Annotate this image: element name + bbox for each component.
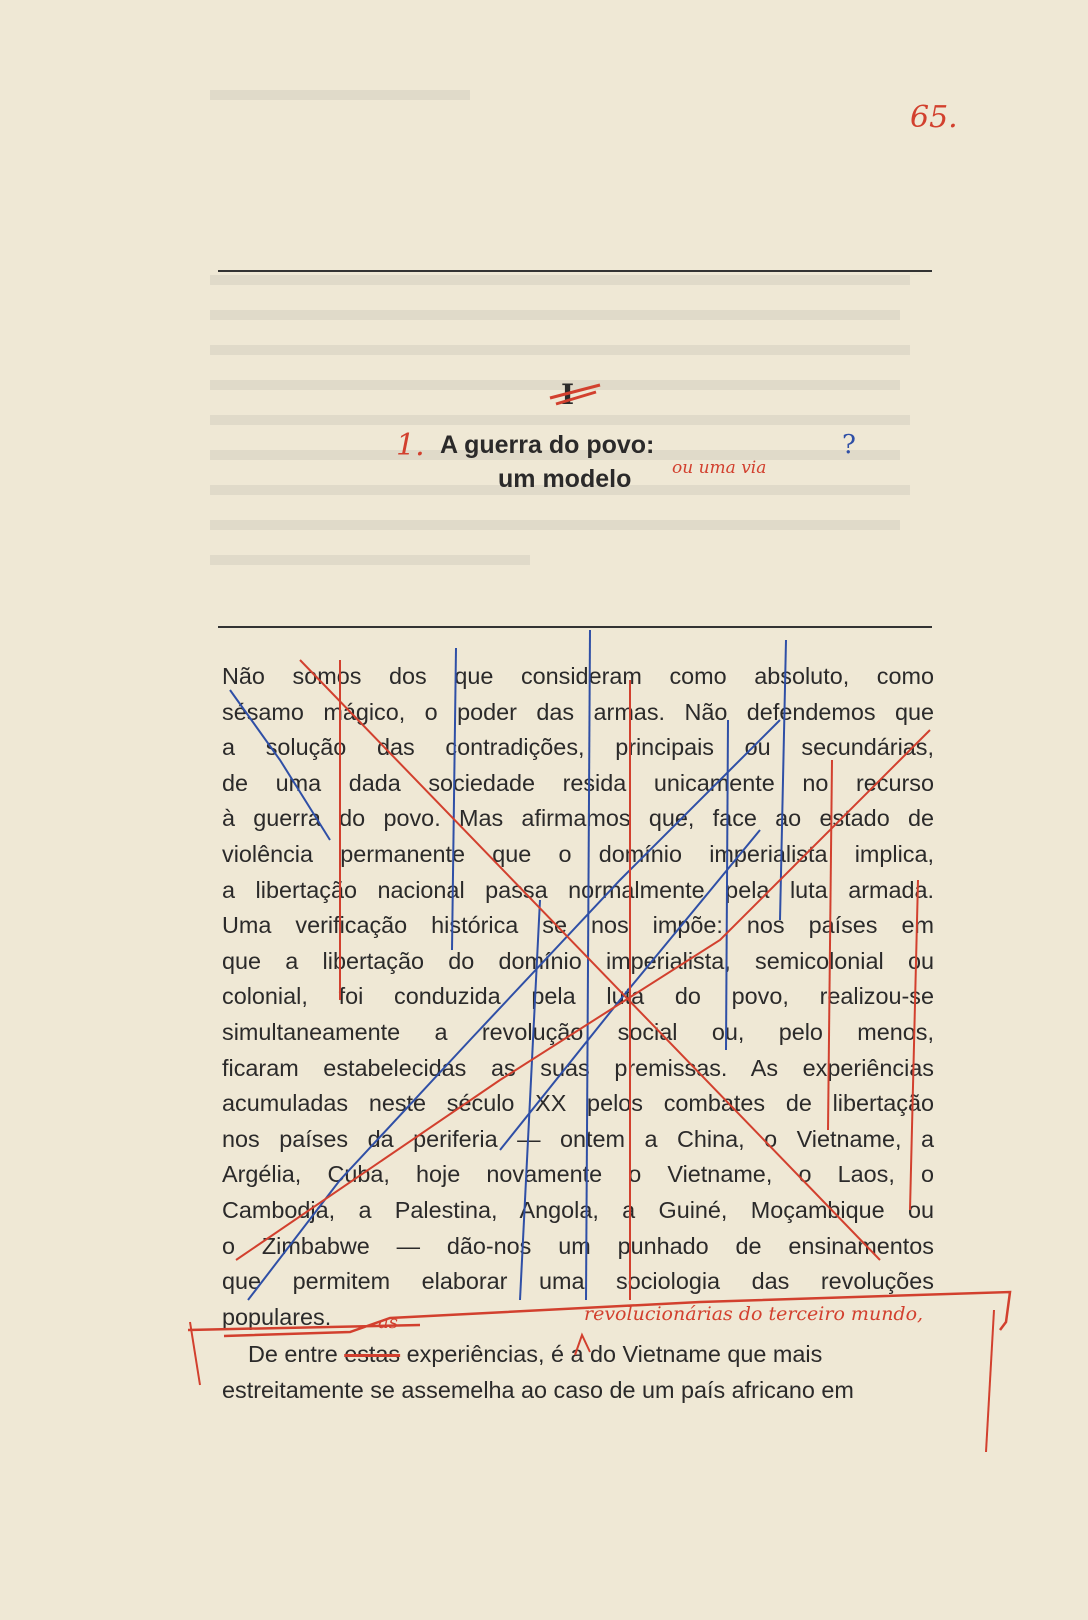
body-line: violência permanente que o domínio imperialista implica, [222, 840, 934, 867]
title-query-mark: ? [842, 430, 856, 460]
bottom-rule [218, 626, 932, 628]
chapter-roman-numeral: I [561, 378, 575, 411]
chapter-title [440, 428, 654, 496]
body-line: colonial, foi conduzida pela luta do povo, realizou-se [222, 983, 934, 1010]
body-line: o Zimbabwe — dão-nos um punhado de ensinamentos [222, 1232, 934, 1259]
body-line: ficaram estabelecidas as suas premissas. As experiências [222, 1054, 934, 1081]
body-line: nos países da periferia — ontem a China, o Vietname, a [222, 1125, 934, 1152]
para2-line-1 [222, 1337, 934, 1373]
para2-line-2: estreitamente se assemelha ao caso de um país africano em [222, 1376, 854, 1403]
body-line: sésamo mágico, o poder das armas. Não defendemos que [222, 698, 934, 725]
body-line: de uma dada sociedade resida unicamente no recurso [222, 769, 934, 796]
title-handwritten-annotation: ou uma via [672, 458, 767, 478]
handwritten-insert-as: as [378, 1312, 398, 1333]
body-line: à guerra do povo. Mas afirmamos que, face ao estado de [222, 805, 934, 832]
body-paragraph-2 [222, 1337, 934, 1408]
body-paragraph-1 [222, 659, 934, 1335]
body-line: que a libertação do domínio imperialista, semicolonial ou [222, 947, 934, 974]
body-line: simultaneamente a revolução social ou, pelo menos, [222, 1018, 934, 1045]
body-line: Argélia, Cuba, hoje novamente o Vietname, o Laos, o [222, 1161, 934, 1188]
para2-start: De entre [248, 1341, 338, 1367]
body-line: populares. [222, 1303, 332, 1330]
body-line: que permitem elaborar uma sociologia das revoluções [222, 1268, 934, 1295]
body-line: a libertação nacional passa normalmente pela luta armada. [222, 876, 934, 903]
body-line: Não somos dos que consideram como absoluto, como [222, 663, 934, 689]
body-line: a solução das contradições, principais ou secundárias, [222, 734, 934, 761]
body-line: acumuladas neste século XX pelos combates de libertação [222, 1090, 934, 1117]
top-rule [218, 270, 932, 272]
chapter-number-annotation: 1. [396, 428, 425, 463]
para2-rest: experiências, é a do Vietname que mais [406, 1341, 823, 1367]
body-line: Uma verificação histórica se nos impõe: nos países em [222, 912, 934, 939]
handwritten-insert-revolutionary: revolucionárias do terceiro mundo, [584, 1303, 924, 1325]
handwritten-page-number: 65. [910, 100, 958, 135]
struck-word: estas [344, 1341, 401, 1367]
title-line-1: A guerra do povo: [440, 431, 655, 459]
red-strike-mark [550, 385, 600, 404]
body-line: Cambodja, a Palestina, Angola, a Guiné, Moçambique ou [222, 1196, 934, 1223]
bleed-through-texture [210, 90, 930, 610]
title-line-2: um modelo [498, 465, 632, 493]
